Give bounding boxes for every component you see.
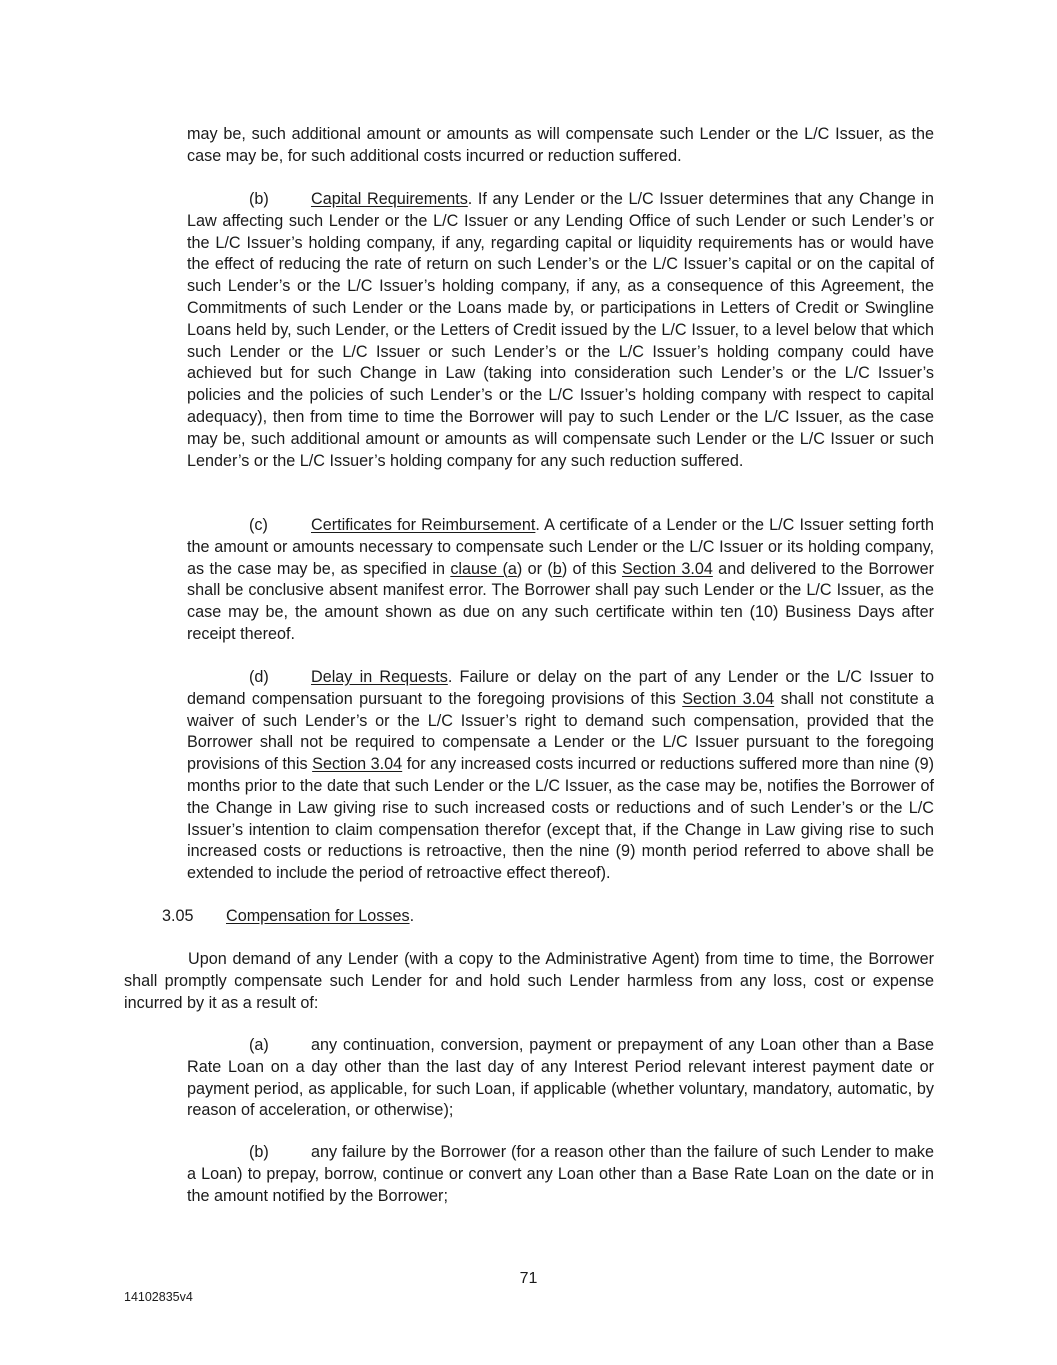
paragraph-text: . If any Lender or the L/C Issuer determines that any Change in Law affecting such Lender or the L/C Issuer or any Lending Office of such Lender or such Lender’s or the L/C Issuer’s holding company, if any, regarding capital or liquidity requirements has or would have the effect of reducing the rate of return on such Lender’s or the L/C Issuer’s capital or on the capital of such Lender’s or the L/C Issuer’s holding company, if any, as a consequence of this Agreement, the Commitments of such Lender or the Loans made by, or participations in Letters of Credit or Swingline Loans held by, such Lender, or the Letters of Credit issued by the L/C Issuer, to a level below that which such Lender or the L/C Issuer or such Lender’s or the L/C Issuer’s holding company could have achieved but for such Change in Law (taking into consideration such Lender’s or the L/C Issuer’s policies and the policies of such Lender’s or the L/C Issuer’s holding company with respect to capital adequacy), then from time to time the Borrower will pay to such Lender or the L/C Issuer, as the case may be, such additional amount or amounts as will compensate such Lender or the L/C Issuer or such Lender’s or the L/C Issuer’s holding company for any such reduction suffered. [187, 190, 934, 470]
cross-reference: a [507, 559, 517, 578]
clause-label: (d) [249, 668, 269, 686]
document-id: 14102835v4 [124, 1290, 193, 1304]
paragraph-text: shall not constitute a waiver of such Lender’s or the L/C Issuer’s right to demand such compensation, provided that the Borrower shall not be required to compensate a Lender or the L/C Issuer pursuant to the foregoing provisions of this [187, 689, 935, 774]
clause-label: (a) [249, 1036, 269, 1054]
paragraph-text: ) of this [561, 559, 622, 578]
paragraph-continuation [187, 124, 934, 168]
section-heading-3-05 [162, 906, 414, 928]
paragraph-b-capital-requirements [187, 189, 934, 472]
cross-reference-section: Section 3.04 [621, 559, 713, 578]
clause-label: (c) [249, 516, 268, 534]
section-title-period: . [409, 907, 415, 925]
paragraph-b-failure [187, 1142, 934, 1207]
cross-reference: clause ( [450, 559, 508, 578]
paragraph-text: any continuation, conversion, payment or prepayment of any Loan other than a Base Rate Loan on a day other than the last day of any Interest Period relevant interest payment date or payment period, as applicable, for such Loan, if applicable (whether voluntary, mandatory, automatic, by reason of acceleration, or otherwise); [187, 1036, 934, 1120]
paragraph-text: . A certificate of a Lender or the L/C Issuer setting forth the amount or amounts necessary to compensate such Lender or the L/C Issuer or its holding company, as the case may be, as specified in [187, 516, 934, 578]
cross-reference-section: Section 3.04 [312, 755, 403, 774]
paragraph-intro [124, 949, 934, 1014]
section-number: 3.05 [162, 907, 194, 925]
paragraph-text: may be, such additional amount or amounts as will compensate such Lender or the L/C Issuer, as the case may be, for such additional costs incurred or reduction suffered. [187, 125, 934, 165]
cross-reference-section: Section 3.04 [682, 689, 775, 708]
page-number: 71 [519, 1270, 538, 1287]
paragraph-a-continuation [187, 1035, 934, 1122]
paragraph-text: ) or ( [516, 559, 553, 578]
paragraph-text: and delivered to the Borrower shall be conclusive absent manifest error. The Borrower shall pay such Lender or the L/C Issuer, as the case may be, the amount shown as due on any such certificate within ten (10) Business Days after receipt thereof. [187, 559, 934, 643]
paragraph-d-delay-in-requests [187, 667, 934, 885]
paragraph-text: . Failure or delay on the part of any Lender or the L/C Issuer to demand compensation pursuant to the foregoing provisions of this [187, 668, 934, 708]
cross-reference: b [552, 559, 562, 578]
paragraph-text: any failure by the Borrower (for a reason other than the failure of such Lender to make a Loan) to prepay, borrow, continue or convert any Loan other than a Base Rate Loan on the date or in the amount notified by the Borrower; [187, 1143, 934, 1205]
paragraph-text: for any increased costs incurred or reductions suffered more than nine (9) months prior to the date that such Lender or the L/C Issuer, as the case may be, notifies the Borrower of the Change in Law giving rise to such increased costs or reductions and of such Lender’s or the L/C Issuer’s intention to claim compensation therefor (except that, if the Change in Law giving rise to such increased costs or reductions is retroactive, then the nine (9) month period referred to above shall be extended to include the period of retroactive effect thereof). [187, 755, 934, 883]
clause-label: (b) [249, 190, 269, 208]
paragraph-c-certificates [187, 515, 934, 646]
clause-title: Certificates for Reimbursement [311, 516, 536, 534]
clause-title: Capital Requirements [311, 190, 468, 208]
clause-label: (b) [249, 1143, 269, 1161]
clause-title: Delay in Requests [311, 668, 448, 686]
section-title: Compensation for Losses [226, 907, 410, 925]
paragraph-text: Upon demand of any Lender (with a copy to the Administrative Agent) from time to time, the Borrower shall promptly compensate such Lender for and hold such Lender harmless from any loss, cost or expense incurred by it as a result of: [124, 950, 934, 1012]
